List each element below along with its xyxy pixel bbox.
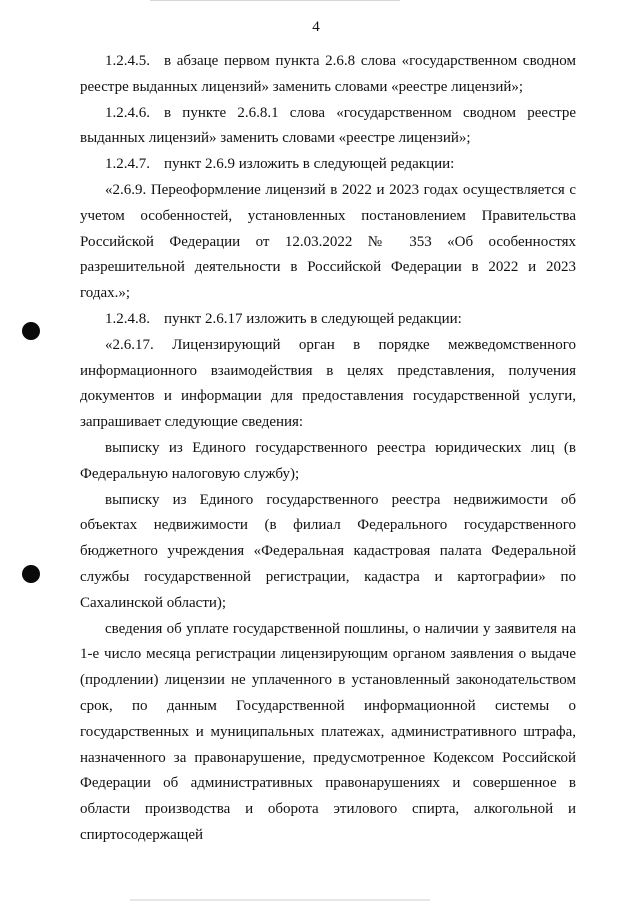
- item-number: 1.2.4.5.: [105, 53, 150, 69]
- paragraph-1-2-4-7: [80, 152, 576, 178]
- paragraph-text: пункт 2.6.9 изложить в следующей редакции:: [164, 156, 455, 173]
- paragraph-text: «2.6.9. Переоформление лицензий в 2022 и 2023 годах осуществляется с учетом особенностей, установленных постановлением Правительства Российской Федерации от 12.03.2022 № 353 «Об особенностях разрешительной деятельности в Российской Федерации в 2022 и 2023 годах.»;: [80, 181, 576, 302]
- scan-top-edge: [150, 0, 400, 1]
- paragraph-1-2-4-6: [80, 101, 576, 153]
- item-number: 1.2.4.7.: [105, 156, 150, 173]
- scan-bottom-edge: [130, 899, 430, 901]
- paragraph-2-6-9: [80, 178, 576, 307]
- paragraph-text: «2.6.17. Лицензирующий орган в порядке межведомственного информационного взаимодействия в целях представления, получения документов и информации для предоставления государственной услуги, запрашивает следующие сведения:: [80, 336, 576, 431]
- paragraph-text: выписку из Единого государственного реестра недвижимости об объектах недвижимости (в филиал Федерального государственного бюджетного учреждения «Федеральная кадастровая палата Федеральной службы государственной регистрации, кадастра и картографии» по Сахалинской области);: [80, 491, 576, 611]
- paragraph-text: в пункте 2.6.8.1 слова «государственном сводном реестре выданных лицензий» заменить словами «реестре лицензий»;: [80, 104, 576, 147]
- paragraph-fee-info: [80, 617, 576, 849]
- paragraph-text: выписку из Единого государственного реестра юридических лиц (в Федеральную налоговую службу);: [80, 439, 576, 482]
- item-number: 1.2.4.8.: [105, 310, 150, 327]
- paragraph-1-2-4-8: [80, 307, 576, 333]
- paragraph-text: пункт 2.6.17 изложить в следующей редакции:: [164, 310, 462, 327]
- paragraph-egrul: [80, 436, 576, 488]
- paragraph-text: сведения об уплате государственной пошлины, о наличии у заявителя на 1-е число месяца регистрации лицензирующим органом заявления о выдаче (продлении) лицензии не уплаченного в установленный законодательством срок, по данным Государственной информационной системы о государственных и муниципальных платежах, административного штрафа, назначенного за правонарушение, предусмотренное Кодексом Российской Федерации об административных правонарушениях и совершенное в области производства и оборота этилового спирта, алкогольной и спиртосодержащей: [80, 620, 576, 843]
- paragraph-text: в абзаце первом пункта 2.6.8 слова «государственном сводном реестре выданных лицензий» заменить словами «реестре лицензий»;: [80, 53, 576, 95]
- page-number: 4: [312, 19, 320, 35]
- punch-hole: [22, 565, 40, 583]
- paragraph-2-6-17: [80, 333, 576, 436]
- paragraph-egrn: [80, 488, 576, 617]
- document-body: [80, 49, 576, 849]
- paragraph-1-2-4-5: [80, 49, 576, 101]
- item-number: 1.2.4.6.: [105, 104, 150, 121]
- punch-hole: [22, 322, 40, 340]
